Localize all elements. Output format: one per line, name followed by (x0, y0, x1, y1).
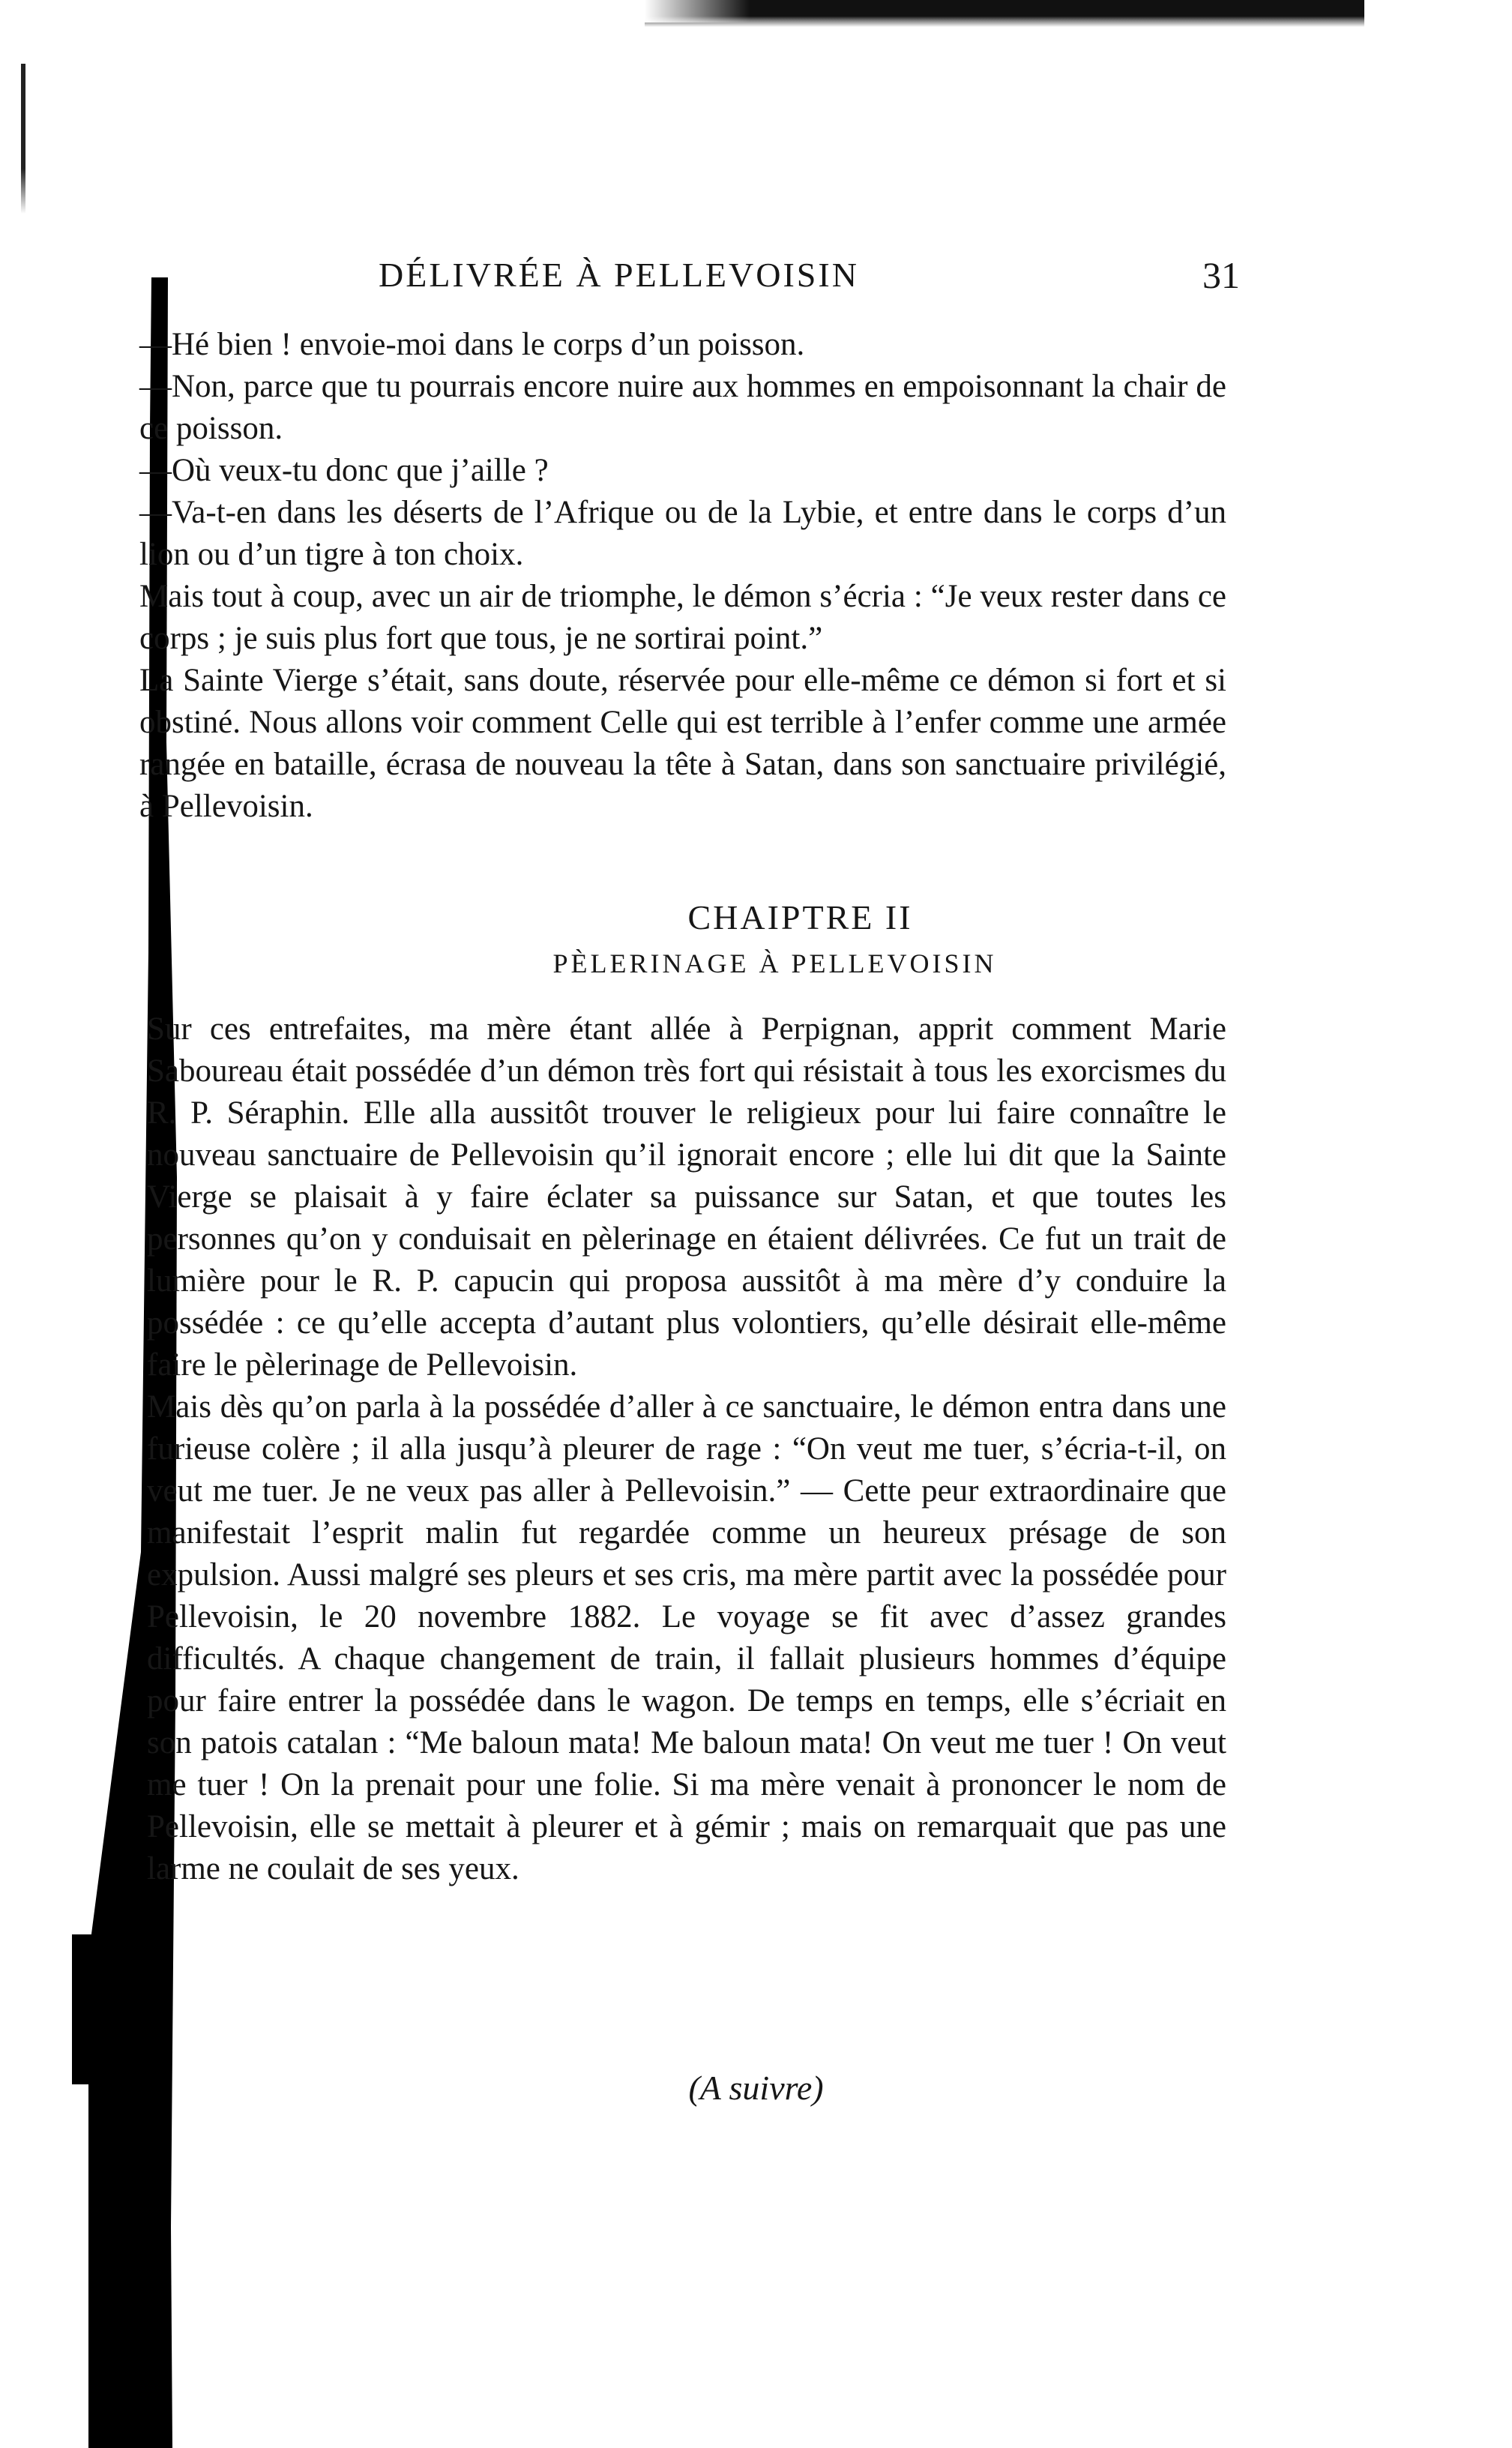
paragraph: Mais dès qu’on parla à la possédée d’aller à ce sanctuaire, le démon entra dans une furieuse colère ; il alla jusqu’à pleurer de rage : “On veut me tuer, s’écria-t-il, on veut me tuer. Je ne veux pas aller à Pellevoisin.” — Cette peur extraordinaire que manifestait l’esprit malin fut regardée comme un heureux présage de son expulsion. Aussi malgré ses pleurs et ses cris, ma mère partit avec la possédée pour Pellevoisin, le 20 novembre 1882. Le voyage se fit avec d’assez grandes difficultés. A chaque changement de train, il fallait plusieurs hommes d’équipe pour faire entrer la possédée dans le wagon. De temps en temps, elle s’écriait en son patois catalan : “Me baloun mata! Me baloun mata! On veut me tuer ! On veut me tuer ! On la prenait pour une folie. Si ma mère venait à prononcer le nom de Pellevoisin, elle se mettait à pleurer et à gémir ; mais on remarquait que pas une larme ne coulait de ses yeux. (147, 1389, 1226, 1886)
paragraph: —Hé bien ! envoie-moi dans le corps d’un poisson. (139, 327, 805, 362)
scan-edge-fade (645, 0, 750, 22)
continued-note: (A suivre) (688, 2069, 824, 2107)
text-section-1 (139, 324, 1226, 828)
paragraph: Sur ces entrefaites, ma mère étant allée à Perpignan, apprit comment Marie Saboureau était possédée d’un démon très fort qui résistait à tous les exorcismes du R. P. Séraphin. Elle alla aussitôt trouver le religieux pour lui faire connaître le nouveau sanctuaire de Pellevoisin qu’il ignorait encore ; elle lui dit que la Sainte Vierge se plaisait à y faire éclater sa puissance sur Satan, et que toutes les personnes qu’on y conduisait en pèlerinage en étaient délivrées. Ce fut un trait de lumière pour le R. P. capucin qui proposa aussitôt à ma mère d’y conduire la possédée : ce qu’elle accepta d’autant plus volontiers, qu’elle désirait elle-même faire le pèlerinage de Pellevoisin. (147, 1011, 1226, 1383)
paragraph: —Où veux-tu donc que j’aille ? (139, 453, 549, 488)
paragraph: La Sainte Vierge s’était, sans doute, réservée pour elle-même ce démon si fort et si obstiné. Nous allons voir comment Celle qui est terrible à l’enfer comme une armée rangée en bataille, écrasa de nouveau la tête à Satan, dans son sanctuaire privilégié, à Pellevoisin. (139, 663, 1226, 824)
paragraph: —Non, parce que tu pourrais encore nuire aux hommes en empoisonnant la chair de ce poisson. (139, 369, 1226, 446)
paragraph: Mais tout à coup, avec un air de triomphe, le démon s’écria : “Je veux rester dans ce corps ; je suis plus fort que tous, je ne sortirai point.” (139, 579, 1226, 656)
text-section-2 (147, 1008, 1226, 1890)
scan-edge-top (645, 0, 1364, 27)
book-spine-fringe (72, 1934, 102, 2084)
paragraph: —Va-t-en dans les déserts de l’Afrique ou de la Lybie, et entre dans le corps d’un lion ou d’un tigre à ton choix. (139, 495, 1226, 572)
chapter-subtitle: PÈLERINAGE À PELLEVOISIN (552, 948, 997, 978)
chapter-title: CHAIPTRE II (687, 898, 913, 936)
running-title: DÉLIVRÉE À PELLEVOISIN (379, 256, 859, 294)
scan-edge-left (21, 64, 25, 214)
page-number: 31 (1202, 254, 1240, 296)
